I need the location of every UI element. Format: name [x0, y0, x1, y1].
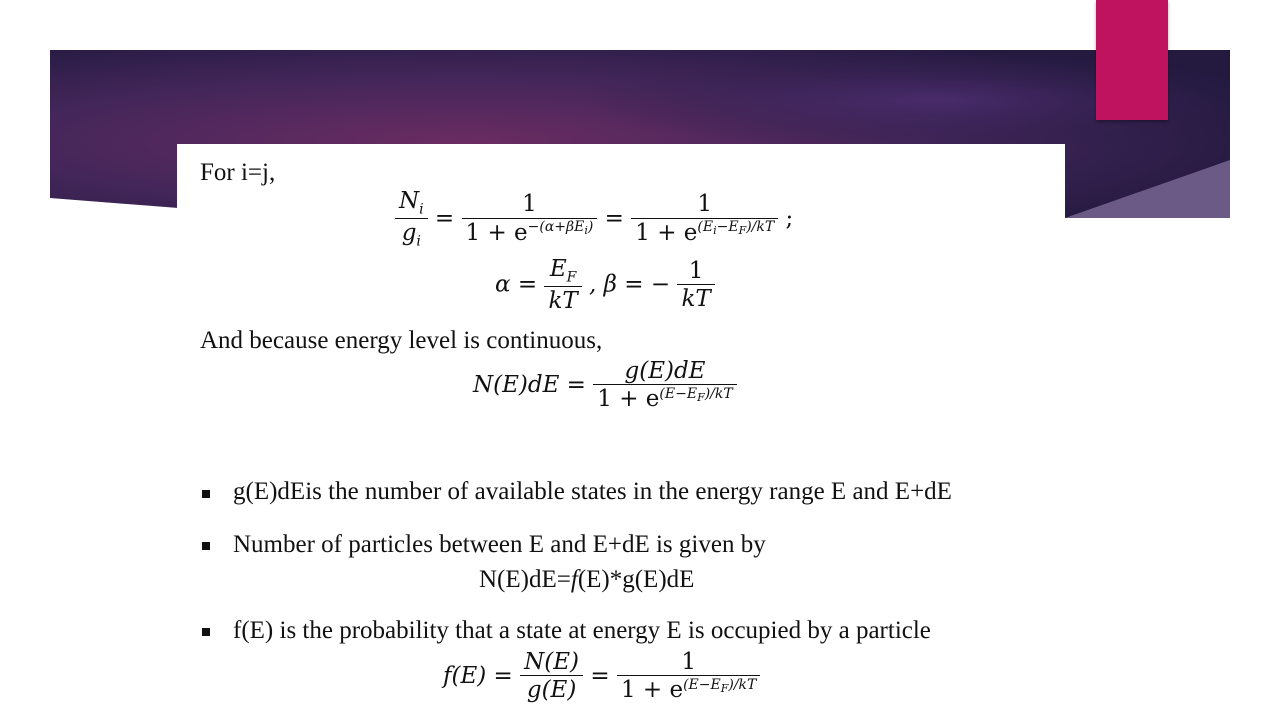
eq2-alpha-fraction: $\frac{E_F}{kT}$ [544, 256, 581, 315]
bullet-probability: f(E) is the probability that a state at energy E is occupied by a particle [233, 617, 931, 644]
bullet-states: g(E)dEis the number of available states in the energy range E and E+dE [233, 478, 952, 505]
eq4-fermi-fraction: $\frac{1}{1 + e^{(E-E_F)/kT}}$ [617, 649, 760, 705]
particles-formula: N(E)dE=f(E)*g(E)dE [479, 566, 695, 593]
eq3-fraction: $\frac{g(E)dE}{1 + e^{(E-E_F)/kT}}$ [593, 358, 736, 414]
equation-alpha-beta: α = $\frac{E_F}{kT}$ , β = − $\frac{1}{kT}$ [495, 256, 715, 315]
eq2-beta-fraction: $\frac{1}{kT}$ [677, 258, 714, 314]
accent-tab [1096, 0, 1168, 120]
bullet-marker [202, 628, 210, 636]
continuity-text: And because energy level is continuous, [200, 327, 603, 354]
slide-content [177, 144, 1065, 720]
eq4-ratio-fraction: $\frac{N(E)}{g(E)}$ [520, 649, 583, 705]
equation-distribution: N(E)dE = $\frac{g(E)dE}{1 + e^{(E-E_F)/kT}}$ [473, 358, 737, 414]
bullet-particles: Number of particles between E and E+dE is given by [233, 531, 766, 558]
intro-text: For i=j, [200, 159, 276, 186]
eq1-rhs-fraction: $\frac{1}{1 + e^{(E_i-E_F)/kT}}$ [631, 191, 778, 247]
eq1-mid-fraction: $\frac{1}{1 + e^{-(\alpha+\beta E_i)}}$ [462, 191, 598, 247]
equation-occupation: $\frac{N_i}{g_i}$ = $\frac{1}{1 + e^{-(\alpha+\beta E_i)}}$ = $\frac{1}{1 + e^{(E_i-E_F)/kT}}$ ; [395, 188, 793, 251]
bullet-marker [202, 542, 210, 550]
eq1-lhs-fraction: $\frac{N_i}{g_i}$ [395, 188, 428, 251]
bullet-marker [202, 490, 210, 498]
equation-probability: f(E) = $\frac{N(E)}{g(E)}$ = $\frac{1}{1 + e^{(E-E_F)/kT}}$ [443, 649, 760, 705]
